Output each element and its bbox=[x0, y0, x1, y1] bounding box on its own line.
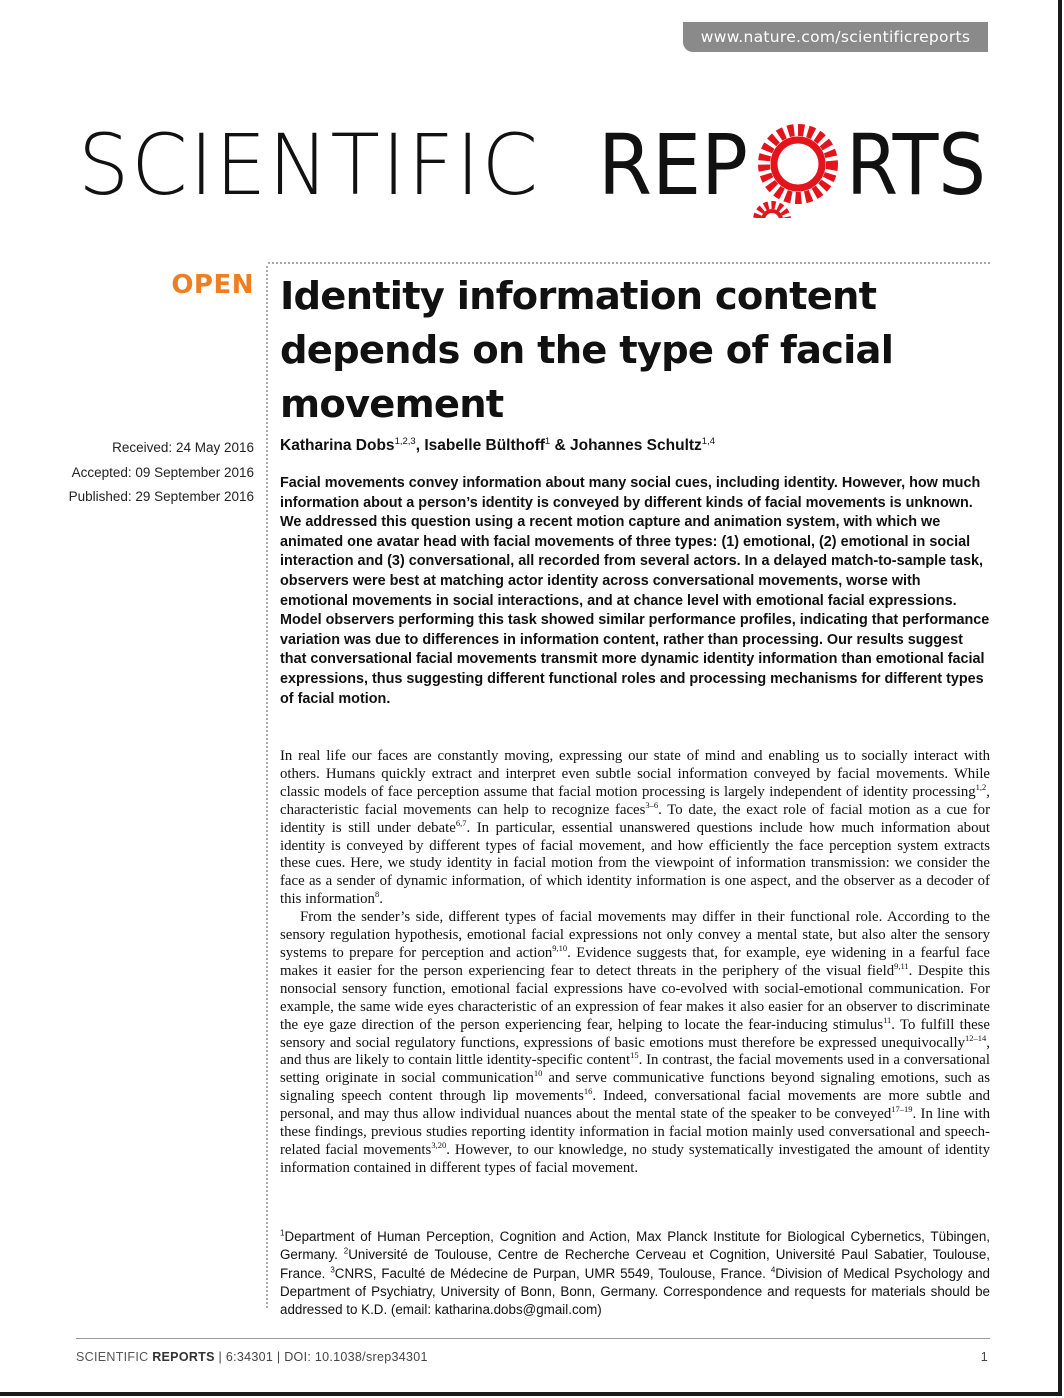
author-affiliation-marker: 1,2,3 bbox=[394, 436, 416, 447]
citation-marker[interactable]: 3–6 bbox=[645, 799, 659, 810]
footer-citation[interactable]: | 6:34301 | DOI: 10.1038/srep34301 bbox=[214, 1350, 428, 1364]
footer-journal-bold: REPORTS bbox=[152, 1350, 215, 1364]
received-date: Received: 24 May 2016 bbox=[112, 440, 254, 455]
citation-marker[interactable]: 15 bbox=[630, 1050, 639, 1061]
text-run: . Evidence suggests that, for example, eye widening in a fearful face makes it easier for the person experiencing fear to detect threats in the periphery of the visual field bbox=[280, 944, 990, 979]
text-run: , characteristic facial movements can help to recognize faces bbox=[280, 783, 990, 818]
page-number: 1 bbox=[980, 1350, 988, 1364]
citation-marker[interactable]: 6,7 bbox=[455, 817, 467, 828]
text-run: Division of Medical Psychology and Department of Psychiatry, University of Bonn, Bonn, Germany. Correspondence and requests for materials should be addressed to K.D. (email: katharina.dobs@gmail.com) bbox=[280, 1265, 991, 1318]
text-run: . However, to our knowledge, no study systematically investigated the amount of identity information contained in different types of facial movement. bbox=[280, 1141, 990, 1176]
text-run: . Despite this nonsocial sensory function, emotional facial expressions have co-evolved with social-emotional communication. For example, the same wide eyes characteristic of an expression of fear makes it also easier for an observer to discriminate the eye gaze direction of the person experiencing fear, helping to locate the fear-inducing stimulus bbox=[280, 962, 990, 1033]
footer-divider bbox=[76, 1338, 990, 1339]
footer-journal-light: SCIENTIFIC bbox=[76, 1350, 153, 1364]
citation-marker[interactable]: 11 bbox=[883, 1014, 892, 1025]
citation-marker[interactable]: 1,2 bbox=[975, 781, 987, 792]
text-run: From the sender’s side, different types of facial movements may differ in their functional role. According to the sensory regulation hypothesis, emotional facial expressions not only convey a mental state, but also alter the sensory systems to prepare for perception and action bbox=[280, 909, 990, 961]
text-run: , and thus are likely to contain little identity-specific content bbox=[280, 1034, 990, 1069]
text-run: CNRS, Faculté de Médecine de Purpan, UMR 5549, Toulouse, France. bbox=[334, 1265, 771, 1281]
citation-marker[interactable]: 1 bbox=[280, 1228, 285, 1238]
citation-marker[interactable]: 10 bbox=[533, 1068, 543, 1079]
text-run: . To date, the exact role of facial motion as a cue for identity is still under debate bbox=[280, 801, 990, 836]
article-dates bbox=[40, 436, 254, 510]
column-divider bbox=[266, 266, 268, 1308]
body-text bbox=[280, 748, 990, 1178]
journal-masthead bbox=[78, 118, 998, 218]
citation-marker[interactable]: 3,20 bbox=[431, 1140, 447, 1151]
citation-marker[interactable]: 16 bbox=[583, 1086, 593, 1097]
text-run: Université de Toulouse, Centre de Recherche Cerveau et Cognition, Université Paul Sabatier, Toulouse, France. bbox=[280, 1247, 990, 1281]
abstract: Facial movements convey information about many social cues, including identity. However, how much information about a person’s identity is conveyed by different kinds of facial movements is unknown. We addressed this question using a recent motion capture and animation system, with which we animated one avatar head with facial movements of three types: (1) emotional, (2) emotional in social interaction and (3) conversational, all recorded from several actors. In a delayed match-to-sample task, observers were best at matching actor identity across conversational movements, worse with emotional movements in social interactions, and at chance level with emotional facial expressions. Model observers performing this task showed similar performance profiles, indicating that performance variation was due to differences in information content, rather than processing. Our results suggest that conversational facial movements transmit more dynamic identity information than emotional facial expressions, thus suggesting different functional roles and processing mechanisms for different types of facial motion. bbox=[280, 475, 990, 707]
citation-marker[interactable]: 3 bbox=[330, 1265, 335, 1275]
author-separator: , bbox=[415, 437, 425, 455]
text-run: and serve communicative functions beyond signaling emotions, such as signaling speech content through lip movements bbox=[280, 1070, 990, 1105]
citation-marker[interactable]: 8 bbox=[374, 889, 380, 900]
text-run: . In particular, essential unanswered questions include how much information about identity is conveyed by different types of facial movement, and how efficiently the face perception system extracts these cues. Here, we study identity in facial motion from the viewpoint of information transmission: we consider the face as a sender of dynamic information, of which identity information is one aspect, and the observer as a decoder of this information bbox=[280, 819, 990, 908]
citation-marker[interactable]: 17–19 bbox=[891, 1104, 913, 1115]
open-access-label: OPEN bbox=[171, 270, 254, 300]
citation-marker[interactable]: 4 bbox=[770, 1265, 776, 1275]
article-title: Identity information content depends on the type of facial movement bbox=[280, 274, 894, 427]
text-run: In real life our faces are constantly moving, expressing our state of mind and enabling us to socially interact with others. Humans quickly extract and interpret even subtle social information conveyed by facial movements. While classic models of face perception assume that facial motion processing is largely independent of identity processing bbox=[280, 748, 990, 800]
affiliations bbox=[280, 1228, 990, 1319]
footer-journal bbox=[76, 1350, 215, 1364]
text-run: Department of Human Perception, Cognition and Action, Max Planck Institute for Biological Cybernetics, Tübingen, Germany. bbox=[280, 1229, 990, 1263]
text-run: . In line with these findings, previous studies reporting identity information in facial motion mainly used conversational and speech-related facial movements bbox=[280, 1106, 990, 1158]
citation-marker[interactable]: 9,10 bbox=[552, 943, 568, 954]
gear-small-icon bbox=[757, 205, 787, 218]
header-divider bbox=[268, 262, 990, 264]
author-name[interactable]: Isabelle Bülthoff bbox=[424, 437, 545, 455]
masthead-bold-text-rep: REP bbox=[598, 118, 748, 214]
body-paragraph bbox=[280, 748, 990, 909]
masthead-logo bbox=[78, 118, 998, 218]
citation-marker[interactable]: 2 bbox=[343, 1246, 349, 1256]
citation-marker[interactable]: 9,11 bbox=[894, 960, 909, 971]
text-run: . To fulfill these sensory and social regulatory functions, expressions of basic emotions must therefore be expressed unequivocally bbox=[280, 1016, 990, 1051]
author-affiliation-marker: 1 bbox=[544, 436, 551, 447]
author-affiliation-marker: 1,4 bbox=[701, 436, 716, 447]
journal-url[interactable]: www.nature.com/scientificreports bbox=[683, 22, 988, 52]
page-footer bbox=[76, 1350, 990, 1364]
accepted-date: Accepted: 09 September 2016 bbox=[71, 464, 254, 480]
text-run: . bbox=[379, 891, 383, 908]
citation-marker[interactable]: 12–14 bbox=[965, 1032, 987, 1043]
masthead-bold-text-rts: RTS bbox=[846, 118, 986, 214]
author-name[interactable]: Johannes Schultz bbox=[570, 437, 702, 455]
author-separator: & bbox=[550, 437, 571, 455]
masthead-light-text: SCIENTIFIC bbox=[78, 118, 540, 214]
gear-large-icon bbox=[764, 130, 832, 198]
text-run: . Indeed, conversational facial movements are more subtle and personal, and may thus allow individual nuances about the mental state of the speaker to be conveyed bbox=[280, 1088, 991, 1123]
published-date: Published: 29 September 2016 bbox=[68, 489, 254, 504]
author-name[interactable]: Katharina Dobs bbox=[280, 437, 395, 455]
author-list bbox=[280, 436, 990, 455]
text-run: . In contrast, the facial movements used in a conversational setting originate in social communication bbox=[280, 1052, 990, 1087]
body-paragraph bbox=[280, 909, 990, 1178]
